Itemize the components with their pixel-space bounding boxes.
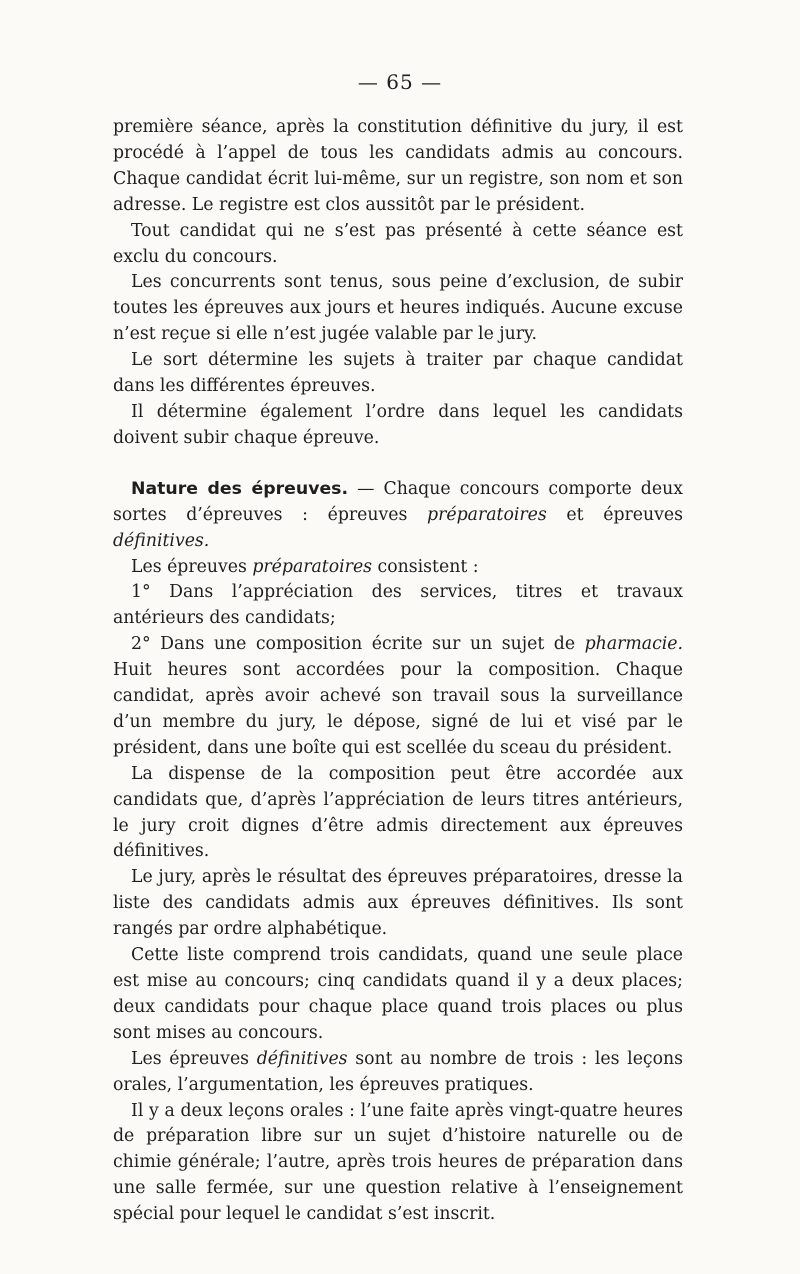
paragraph-7-text-a: Les épreuves — [131, 556, 253, 577]
paragraph-13-text-a: Les épreuves — [131, 1048, 257, 1069]
paragraph-8: 1° Dans l’appréciation des services, titres et travaux antérieurs des candidats; — [113, 582, 683, 629]
paragraph-6-text-a: — Chaque concours comporte deux sortes d’épreuves : épreuves — [113, 478, 683, 525]
paragraph-9-text-b: Huit heures sont accordées pour la composition. Chaque candidat, après avoir achevé son travail sous la surveillance d’un membre du jury, le dépose, signé de lui et visé par le président, dans une boîte qui est scellée du sceau du président. — [113, 660, 683, 758]
paragraph-12: Cette liste comprend trois candidats, quand une seule place est mise au concours; cinq candidats quand il y a deux places; deux candidats pour chaque place quand trois places ou plus sont mises au concours. — [113, 945, 683, 1043]
paragraph-9 — [113, 632, 683, 762]
paragraph-7-emphasis-1: préparatoires — [252, 556, 373, 577]
paragraph-5: Il détermine également l’ordre dans lequel les candidats doivent subir chaque épreuve. — [113, 401, 683, 448]
body-text — [113, 115, 683, 1228]
paragraph-1: première séance, après la constitution définitive du jury, il est procédé à l’appel de tous les candidats admis au concours. Chaque candidat écrit lui-même, sur un registre, son nom et son adresse. Le registre est clos aussitôt par le président. — [113, 117, 683, 215]
paragraph-14: Il y a deux leçons orales : l’une faite après vingt-quatre heures de préparation libre sur un sujet d’histoire naturelle ou de chimie générale; l’autre, après trois heures de préparation dans une salle fermée, sur une question relative à l’enseignement spécial pour lequel le candidat s’est inscrit. — [113, 1100, 683, 1225]
paragraph-3: Les concurrents sont tenus, sous peine d’exclusion, de subir toutes les épreuves aux jours et heures indiqués. Aucune excuse n’est reçue si elle n’est jugée valable par le jury. — [113, 272, 683, 345]
paragraph-4: Le sort détermine les sujets à traiter par chaque candidat dans les différentes épreuves. — [113, 350, 683, 397]
section-heading: Nature des épreuves. — [131, 478, 349, 499]
page-number: — 65 — — [357, 70, 443, 94]
paragraph-6-emphasis-1: préparatoires — [427, 504, 547, 525]
paragraph-7-text-b: consistent : — [372, 556, 479, 577]
paragraph-6-emphasis-2: définitives. — [113, 530, 210, 551]
paragraph-10: La dispense de la composition peut être accordée aux candidats que, d’après l’appréciation de leurs titres antérieurs, le jury croit dignes d’être admis directement aux épreuves définitives. — [113, 763, 683, 862]
paragraph-6 — [113, 477, 683, 555]
paragraph-9-emphasis-1: pharmacie. — [584, 634, 683, 655]
paragraph-11: Le jury, après le résultat des épreuves préparatoires, dresse la liste des candidats admis aux épreuves définitives. Ils sont rangés par ordre alphabétique. — [113, 867, 683, 940]
paragraph-13-emphasis-1: définitives — [256, 1048, 348, 1069]
paragraph-13 — [113, 1047, 683, 1099]
paragraph-13-text-b: sont au nombre de trois : les leçons orales, l’argumentation, les épreuves pratiques. — [113, 1048, 683, 1095]
paragraph-9-text-a: 2° Dans une composition écrite sur un sujet de — [131, 634, 585, 655]
paragraph-6-text-b: et épreuves — [546, 504, 683, 525]
paragraph-7 — [113, 555, 683, 581]
paragraph-2: Tout candidat qui ne s’est pas présenté à cette séance est exclu du concours. — [113, 220, 683, 267]
